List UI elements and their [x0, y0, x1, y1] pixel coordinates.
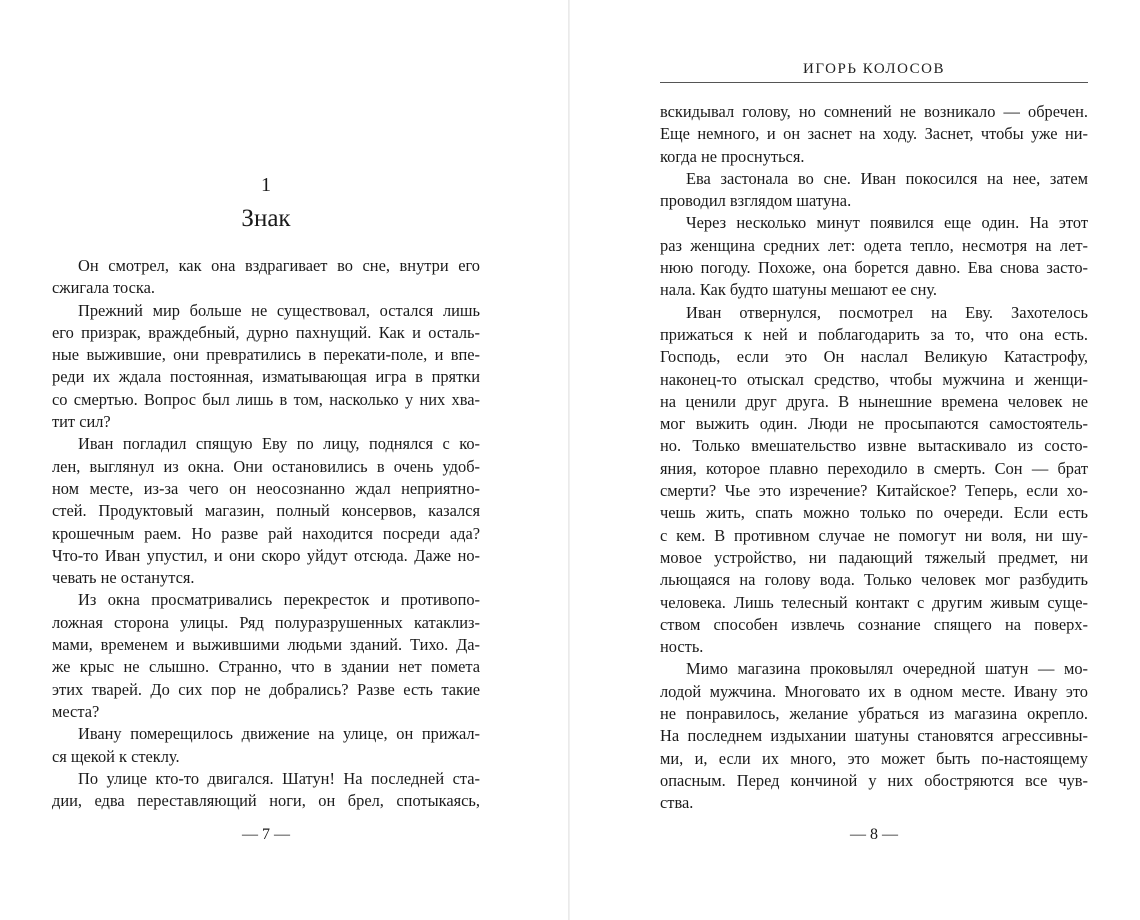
text-line: Ивану померещилось движение на улице, он прижал- — [78, 724, 480, 744]
text-line: нюю погоду. Похоже, она борется давно. Ева снова засто- — [660, 258, 1088, 278]
header-rule — [660, 82, 1088, 83]
text-line: стей. Продуктовый магазин, полный консервов, казался — [52, 501, 480, 521]
text-line: крошечным раем. Но разве рай находится посреди ада? — [52, 523, 480, 543]
text-line: чевать не останутся. — [52, 568, 195, 588]
text-line: дии, едва переставляющий ноги, он брел, спотыкаясь, — [52, 791, 480, 811]
text-line: Он смотрел, как она вздрагивает во сне, внутри его — [78, 256, 480, 275]
text-line: вскидывал голову, но сомнений не возникало — обречен. — [660, 102, 1088, 121]
right-page-text — [660, 101, 1088, 815]
text-line: же крыс не слышно. Странно, что в здании нет помета — [52, 657, 480, 677]
text-line: ные выжившие, они превратились в перекати-поле, и впе- — [52, 345, 480, 365]
text-line: ложная сторона улицы. Ряд полуразрушенных катаклиз- — [52, 612, 480, 632]
page-number-left: — 7 — — [242, 826, 290, 843]
book-gutter — [568, 0, 570, 920]
text-line: наконец-то отыскал средство, чтобы мужчина и женщи- — [660, 369, 1088, 389]
chapter-number: 1 — [261, 174, 271, 196]
text-line: Мимо магазина проковылял очередной шатун — мо- — [686, 659, 1088, 679]
text-line: смерти? Чье это изречение? Китайское? Теперь, если хо- — [660, 481, 1088, 501]
text-line: тит сил? — [52, 412, 111, 432]
text-line: нала. Как будто шатуны мешают ее сну. — [660, 280, 938, 300]
text-line: Что-то Иван упустил, и они скоро уйдут отсюда. Даже но- — [52, 545, 480, 565]
text-line: Из окна просматривались перекресток и противопо- — [78, 590, 480, 610]
text-line: мами, временем и выжившими людьми зданий. Тихо. Да- — [52, 635, 480, 655]
text-line: По улице кто-то двигался. Шатун! На последней ста- — [78, 768, 480, 788]
text-line: реди их ждала постоянная, изматывающая игра в прятки — [52, 367, 480, 387]
text-line: лодой мужчина. Многовато их в одном месте. Ивану это — [660, 681, 1088, 701]
text-line: ся щекой к стеклу. — [52, 746, 180, 766]
text-line: мовое устройство, ни падающий тяжелый предмет, ни — [660, 547, 1088, 567]
text-line: мог выжить один. Люди не просыпаются самостоятель- — [660, 414, 1088, 434]
text-line: человека. Лишь телесный контакт с другим живым суще- — [660, 592, 1088, 612]
text-line: льющаяся на голову вода. Только человек мог разбудить — [660, 570, 1088, 590]
text-line: Иван отвернулся, посмотрел на Еву. Захотелось — [686, 302, 1088, 322]
text-line: ства. — [660, 793, 694, 813]
text-line: Иван погладил спящую Еву по лицу, поднялся с ко- — [78, 434, 480, 454]
text-line: Еще немного, и он заснет на ходу. Заснет, чтобы уже ни- — [660, 124, 1088, 144]
text-line: чешь жить, спать можно только по очереди. Если есть — [660, 503, 1088, 523]
text-line: Господь, если это Он наслал Великую Катастрофу, — [660, 347, 1088, 367]
text-line: места? — [52, 701, 100, 721]
text-line: проводил взглядом шатуна. — [660, 191, 852, 211]
text-line: раз женщина средних лет: одета тепло, несмотря на лет- — [660, 235, 1088, 255]
text-line: Через несколько минут появился еще один. На этот — [686, 213, 1088, 233]
left-page-text — [52, 255, 480, 812]
text-line: на ценили друг друга. В нынешние времена человек не — [660, 391, 1088, 411]
page-number-right: — 8 — — [850, 826, 898, 843]
text-line: этих тварей. До сих пор не добрались? Разве есть такие — [52, 679, 480, 699]
text-line: прижаться к ней и поблагодарить за то, что она есть. — [660, 324, 1088, 344]
text-line: опасным. Перед кончиной у них обостряются все чув- — [660, 770, 1088, 790]
text-line: но. Только вмешательство извне вытаскивало из состо- — [660, 436, 1088, 456]
text-line: Ева застонала во сне. Иван покосился на нее, затем — [686, 168, 1088, 188]
text-line: ми, и, если их много, это может быть по-настоящему — [660, 748, 1088, 768]
text-line: с кем. В противном случае не помогут ни воля, ни шу- — [660, 525, 1088, 545]
text-line: сжигала тоска. — [52, 278, 155, 298]
text-line: не понравилось, желание убраться из магазина окрепло. — [660, 704, 1088, 724]
text-line: лен, выглянул из окна. Они остановились в очень удоб- — [52, 456, 480, 476]
text-line: ством способен извлечь сознание спящего на поверх- — [660, 614, 1088, 634]
text-line: его призрак, враждебный, дурно пахнущий. Как и осталь- — [52, 322, 480, 342]
text-line: ность. — [660, 637, 704, 657]
chapter-title: Знак — [241, 205, 291, 232]
text-line: Прежний мир больше не существовал, остался лишь — [78, 300, 480, 320]
text-line: со смертью. Вопрос был лишь в том, насколько у них хва- — [52, 389, 480, 409]
running-head: ИГОРЬ КОЛОСОВ — [803, 61, 945, 77]
text-line: ном месте, из-за чего он неосознанно ждал неприятно- — [52, 478, 480, 498]
text-line: когда не проснуться. — [660, 146, 805, 166]
text-line: На последнем издыхании шатуны становятся агрессивны- — [660, 726, 1088, 746]
text-line: яния, которое плавно переходило в смерть. Сон — брат — [660, 458, 1088, 478]
